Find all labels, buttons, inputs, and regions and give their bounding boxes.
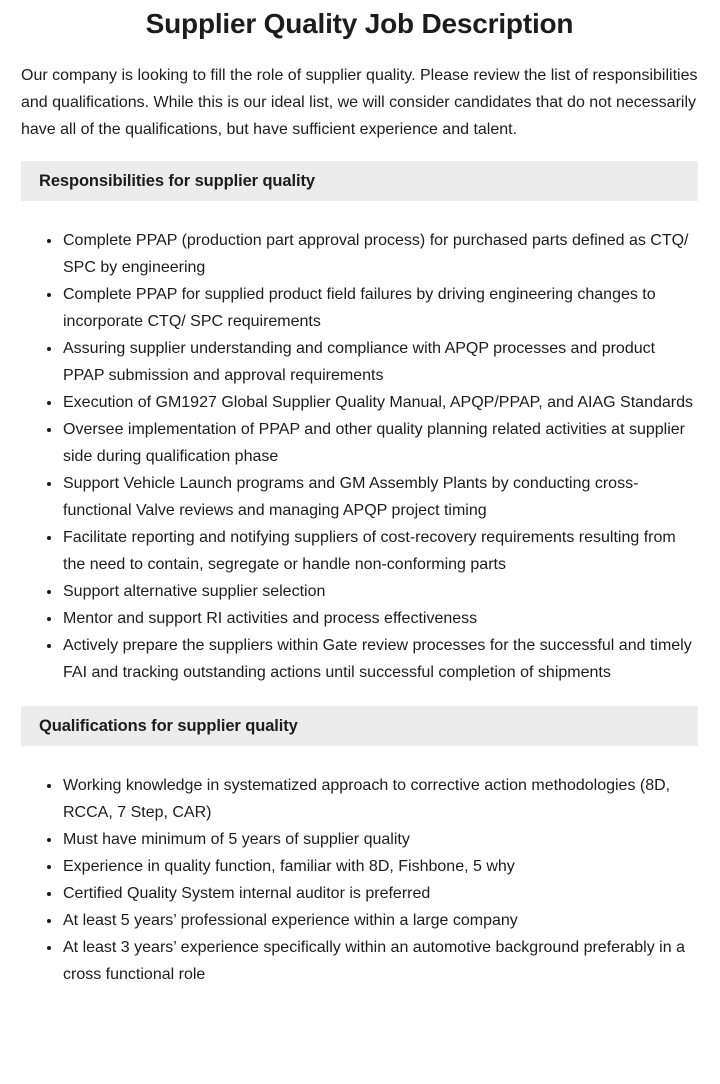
list-item: • Must have minimum of 5 years of supplier quality (62, 826, 698, 853)
section-heading-qualifications (21, 706, 698, 746)
list-item: • Oversee implementation of PPAP and other quality planning related activities at supplier side during qualification phase (62, 416, 698, 470)
list-item: • Support Vehicle Launch programs and GM Assembly Plants by conducting cross-functional Valve reviews and managing APQP project timing (62, 470, 698, 524)
section-heading-qualifications-label: Qualifications for supplier quality (39, 716, 298, 735)
list-item: • Complete PPAP for supplied product field failures by driving engineering changes to incorporate CTQ/ SPC requirements (62, 281, 698, 335)
list-item: • Certified Quality System internal auditor is preferred (62, 880, 698, 907)
list-item: • Complete PPAP (production part approval process) for purchased parts defined as CTQ/ SPC by engineering (62, 227, 698, 281)
list-item: • Mentor and support RI activities and process effectiveness (62, 605, 698, 632)
responsibilities-list (21, 227, 698, 686)
list-item: • Support alternative supplier selection (62, 578, 698, 605)
list-item: • Actively prepare the suppliers within Gate review processes for the successful and timely FAI and tracking outstanding actions until successful completion of shipments (62, 632, 698, 686)
section-heading-responsibilities-label: Responsibilities for supplier quality (39, 171, 315, 190)
list-item: • Assuring supplier understanding and compliance with APQP processes and product PPAP submission and approval requirements (62, 335, 698, 389)
list-item: • Working knowledge in systematized approach to corrective action methodologies (8D, RCCA, 7 Step, CAR) (62, 772, 698, 826)
section-heading-responsibilities (21, 161, 698, 201)
intro-paragraph: Our company is looking to fill the role of supplier quality. Please review the list of responsibilities and qualifications. While this is our ideal list, we will consider candidates that do not necessarily have all of the qualifications, but have sufficient experience and talent. (21, 67, 698, 138)
page-title: Supplier Quality Job Description (145, 8, 574, 39)
qualifications-list (21, 772, 698, 988)
qualifications-section (21, 706, 698, 988)
list-item: • Experience in quality function, familiar with 8D, Fishbone, 5 why (62, 853, 698, 880)
responsibilities-section (21, 161, 698, 686)
list-item: • At least 3 years’ experience specifically within an automotive background preferably in a cross functional role (62, 934, 698, 988)
list-item: • Facilitate reporting and notifying suppliers of cost-recovery requirements resulting from the need to contain, segregate or handle non-conforming parts (62, 524, 698, 578)
list-item: • At least 5 years’ professional experience within a large company (62, 907, 698, 934)
list-item: • Execution of GM1927 Global Supplier Quality Manual, APQP/PPAP, and AIAG Standards (62, 389, 698, 416)
